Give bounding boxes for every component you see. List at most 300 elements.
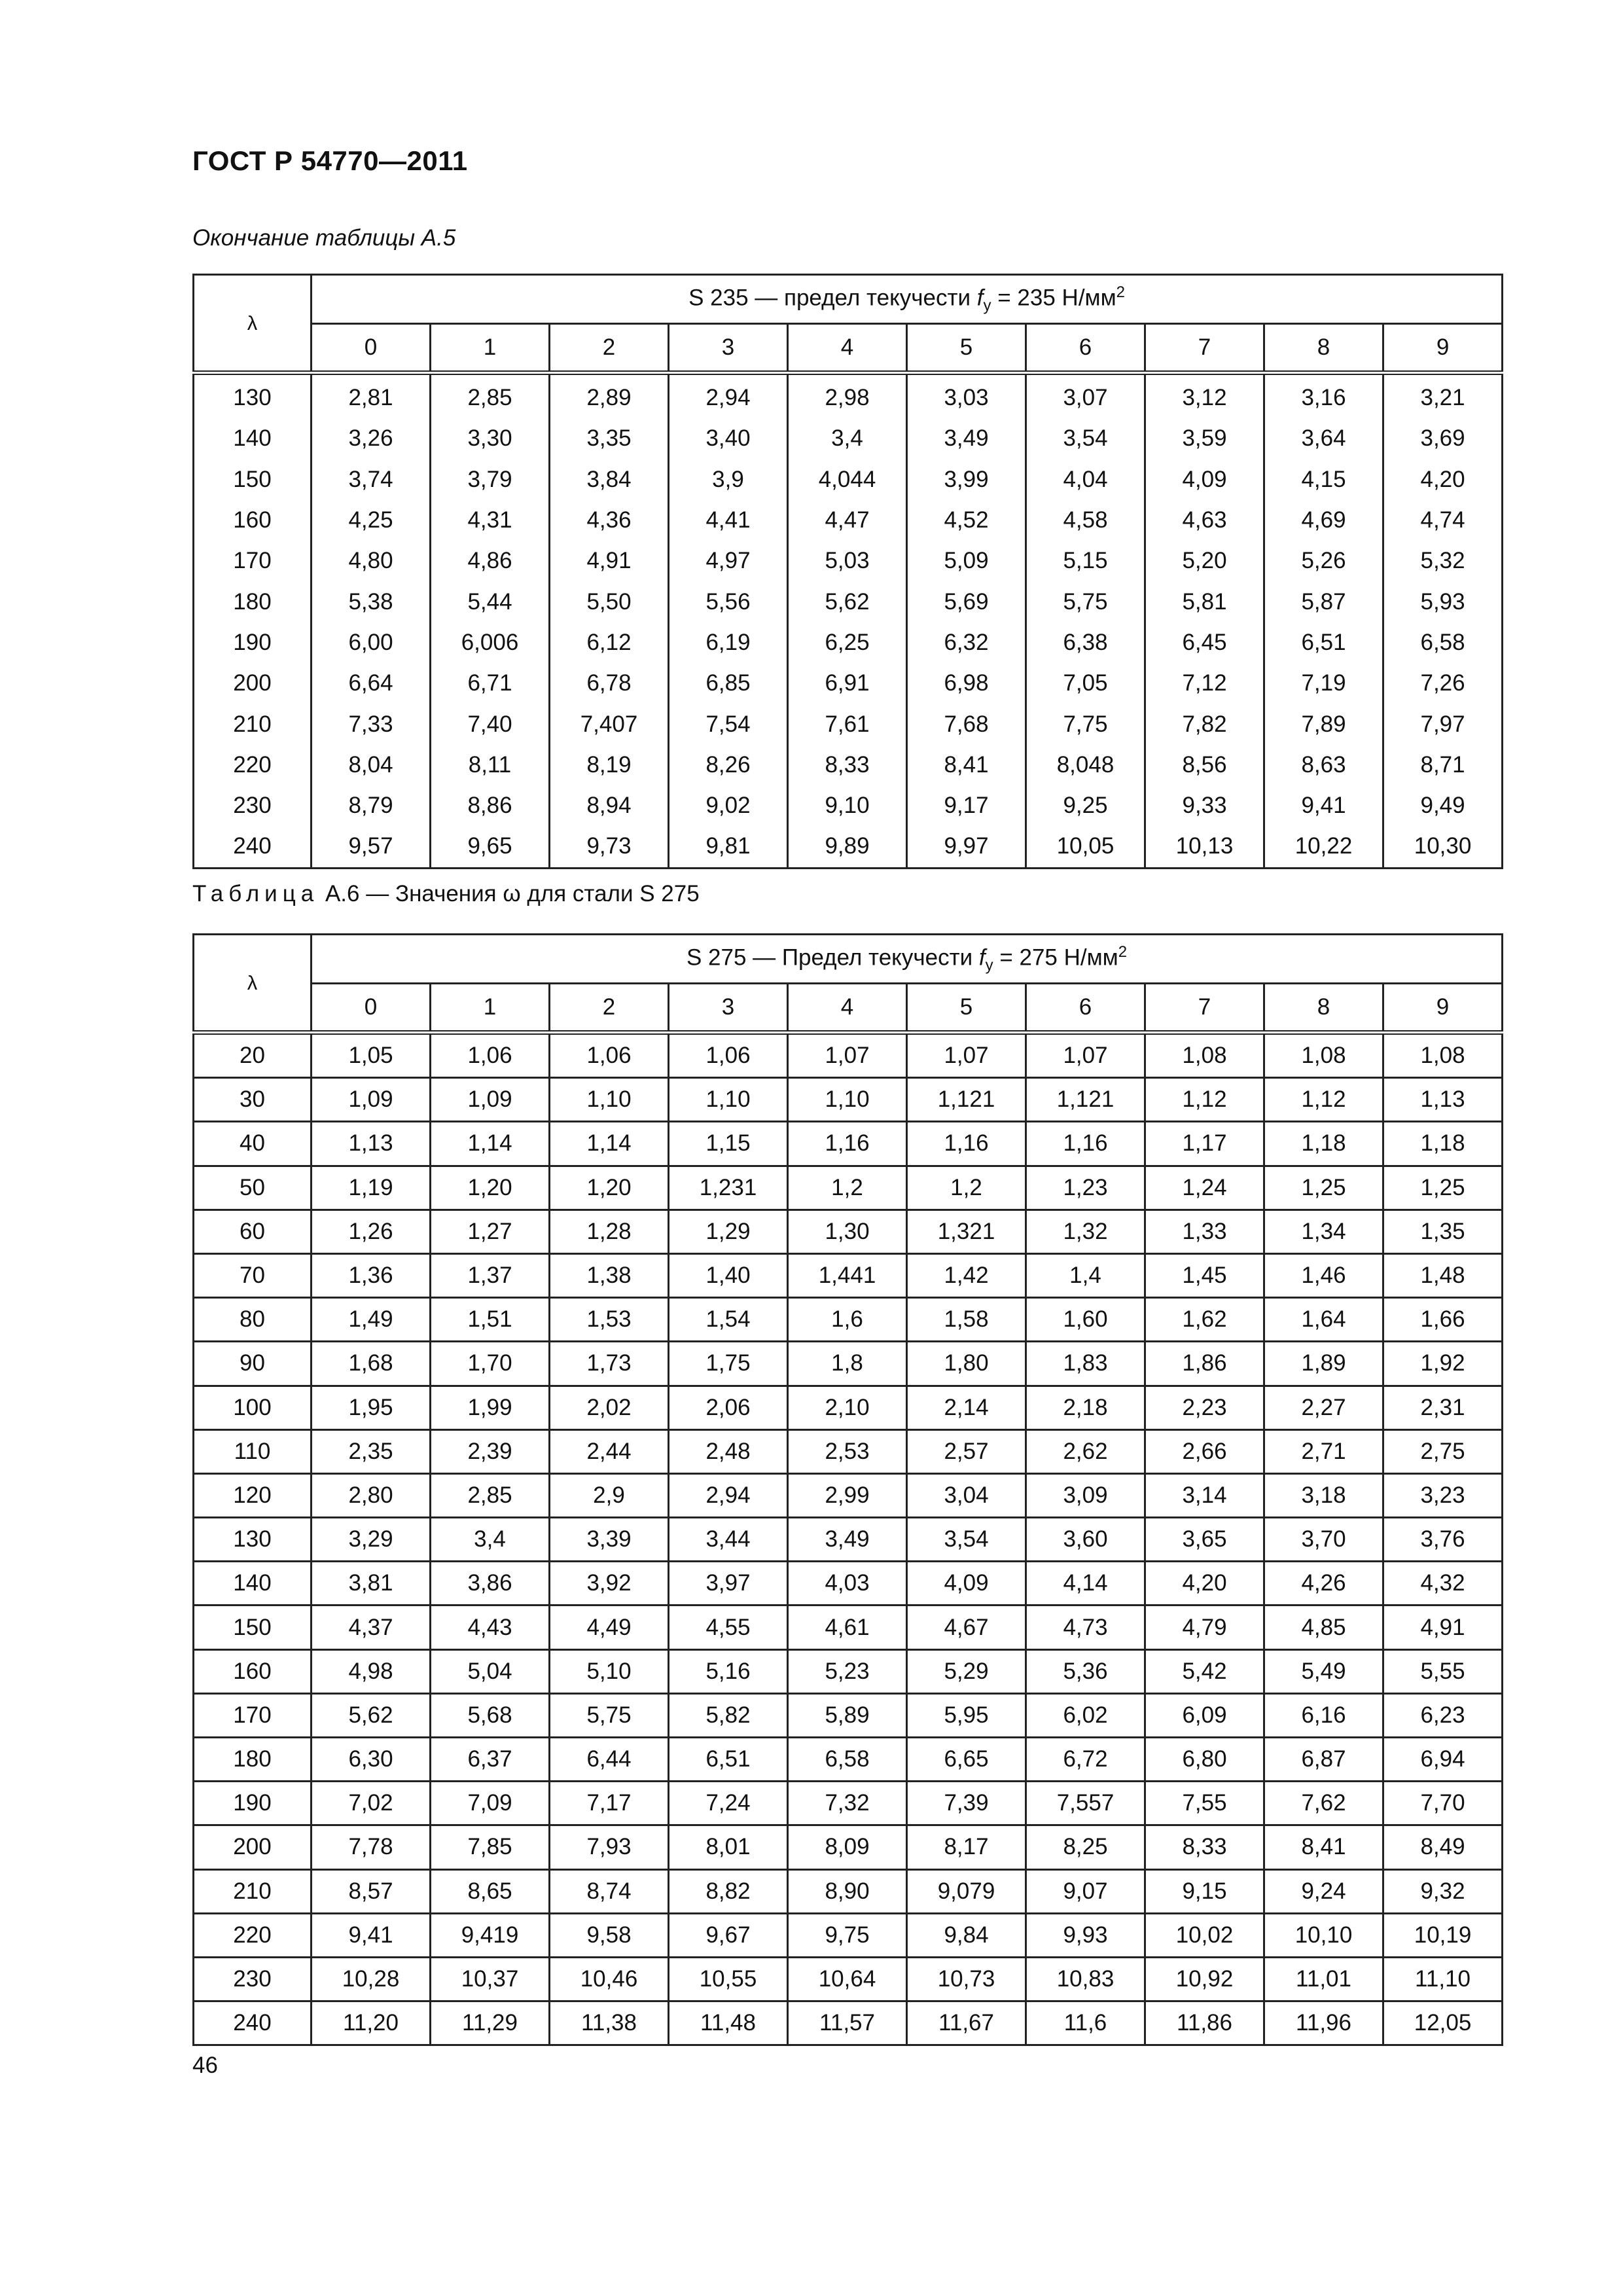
value-cell: 2,10 [788, 1386, 907, 1429]
digit-header: 5 [907, 324, 1026, 373]
value-cell: 4,73 [1026, 1605, 1145, 1649]
value-cell: 2,71 [1264, 1429, 1383, 1473]
lambda-cell: 160 [194, 500, 312, 541]
table-row [194, 785, 1503, 826]
value-cell: 1,58 [907, 1298, 1026, 1342]
value-cell: 1,46 [1264, 1253, 1383, 1297]
lambda-cell: 190 [194, 1782, 312, 1825]
value-cell: 4,04 [1026, 459, 1145, 500]
value-cell: 11,67 [907, 2001, 1026, 2045]
value-cell: 8,57 [312, 1869, 431, 1913]
value-cell: 1,45 [1145, 1253, 1264, 1297]
value-cell: 5,87 [1264, 581, 1383, 622]
lambda-cell: 140 [194, 1562, 312, 1605]
value-cell: 3,04 [907, 1473, 1026, 1517]
value-cell: 3,14 [1145, 1473, 1264, 1517]
value-cell: 3,09 [1026, 1473, 1145, 1517]
value-cell: 8,19 [550, 745, 669, 785]
value-cell: 3,39 [550, 1518, 669, 1562]
value-cell: 6,85 [669, 663, 788, 704]
value-cell: 4,97 [669, 541, 788, 581]
value-cell: 2,94 [669, 373, 788, 419]
value-cell: 6,80 [1145, 1738, 1264, 1782]
value-cell: 4,98 [312, 1649, 431, 1693]
value-cell: 1,07 [1026, 1033, 1145, 1078]
table-row [194, 745, 1503, 785]
lambda-cell: 120 [194, 1473, 312, 1517]
value-cell: 3,70 [1264, 1518, 1383, 1562]
value-cell: 1,99 [431, 1386, 550, 1429]
value-cell: 8,04 [312, 745, 431, 785]
lambda-cell: 150 [194, 459, 312, 500]
table-row [194, 622, 1503, 663]
value-cell: 2,31 [1383, 1386, 1503, 1429]
value-cell: 9,07 [1026, 1869, 1145, 1913]
value-cell: 7,32 [788, 1782, 907, 1825]
value-cell: 5,10 [550, 1649, 669, 1693]
value-cell: 9,81 [669, 826, 788, 868]
value-cell: 6,09 [1145, 1693, 1264, 1737]
value-cell: 8,74 [550, 1869, 669, 1913]
value-cell: 10,19 [1383, 1913, 1503, 1957]
value-cell: 1,49 [312, 1298, 431, 1342]
value-cell: 4,20 [1145, 1562, 1264, 1605]
value-cell: 8,09 [788, 1825, 907, 1869]
value-cell: 3,60 [1026, 1518, 1145, 1562]
value-cell: 12,05 [1383, 2001, 1503, 2045]
value-cell: 6,00 [312, 622, 431, 663]
value-cell: 7,17 [550, 1782, 669, 1825]
value-cell: 1,80 [907, 1342, 1026, 1386]
value-cell: 4,49 [550, 1605, 669, 1649]
value-cell: 4,09 [907, 1562, 1026, 1605]
lambda-cell: 190 [194, 622, 312, 663]
lambda-cell: 230 [194, 1957, 312, 2001]
table-row [194, 418, 1503, 459]
value-cell: 6,44 [550, 1738, 669, 1782]
value-cell: 4,47 [788, 500, 907, 541]
value-cell: 7,82 [1145, 704, 1264, 744]
table-row [194, 1562, 1503, 1605]
value-cell: 9,73 [550, 826, 669, 868]
value-cell: 5,55 [1383, 1649, 1503, 1693]
value-cell: 3,35 [550, 418, 669, 459]
value-cell: 5,89 [788, 1693, 907, 1737]
value-cell: 1,73 [550, 1342, 669, 1386]
value-cell: 1,75 [669, 1342, 788, 1386]
value-cell: 3,97 [669, 1562, 788, 1605]
value-cell: 9,57 [312, 826, 431, 868]
table-row [194, 459, 1503, 500]
value-cell: 1,34 [1264, 1210, 1383, 1253]
table-row [194, 1298, 1503, 1342]
digit-header: 4 [788, 324, 907, 373]
value-cell: 1,2 [907, 1166, 1026, 1210]
value-cell: 4,36 [550, 500, 669, 541]
value-cell: 2,99 [788, 1473, 907, 1517]
value-cell: 1,441 [788, 1253, 907, 1297]
page-number: 46 [192, 2053, 218, 2078]
table-row [194, 581, 1503, 622]
value-cell: 10,02 [1145, 1913, 1264, 1957]
value-cell: 1,24 [1145, 1166, 1264, 1210]
value-cell: 5,23 [788, 1649, 907, 1693]
value-cell: 3,76 [1383, 1518, 1503, 1562]
value-cell: 8,41 [907, 745, 1026, 785]
value-cell: 6,19 [669, 622, 788, 663]
table-a5-continuation-caption: Окончание таблицы А.5 [192, 225, 456, 251]
value-cell: 5,93 [1383, 581, 1503, 622]
lambda-cell: 220 [194, 1913, 312, 1957]
value-cell: 10,83 [1026, 1957, 1145, 2001]
value-cell: 4,31 [431, 500, 550, 541]
lambda-cell: 170 [194, 541, 312, 581]
value-cell: 8,25 [1026, 1825, 1145, 1869]
value-cell: 1,33 [1145, 1210, 1264, 1253]
value-cell: 10,73 [907, 1957, 1026, 2001]
value-cell: 7,61 [788, 704, 907, 744]
value-cell: 2,02 [550, 1386, 669, 1429]
value-cell: 1,4 [1026, 1253, 1145, 1297]
value-cell: 3,9 [669, 459, 788, 500]
value-cell: 7,40 [431, 704, 550, 744]
value-cell: 1,70 [431, 1342, 550, 1386]
table-row [194, 1649, 1503, 1693]
value-cell: 6,16 [1264, 1693, 1383, 1737]
value-cell: 1,08 [1264, 1033, 1383, 1078]
value-cell: 8,63 [1264, 745, 1383, 785]
value-cell: 1,16 [907, 1122, 1026, 1166]
value-cell: 1,38 [550, 1253, 669, 1297]
value-cell: 5,04 [431, 1649, 550, 1693]
value-cell: 3,64 [1264, 418, 1383, 459]
lambda-cell: 230 [194, 785, 312, 826]
value-cell: 1,06 [669, 1033, 788, 1078]
value-cell: 1,17 [1145, 1122, 1264, 1166]
value-cell: 6,38 [1026, 622, 1145, 663]
value-cell: 5,09 [907, 541, 1026, 581]
lambda-cell: 80 [194, 1298, 312, 1342]
value-cell: 10,13 [1145, 826, 1264, 868]
value-cell: 1,66 [1383, 1298, 1503, 1342]
value-cell: 3,4 [788, 418, 907, 459]
value-cell: 6,23 [1383, 1693, 1503, 1737]
value-cell: 11,10 [1383, 1957, 1503, 2001]
value-cell: 9,41 [1264, 785, 1383, 826]
value-cell: 2,98 [788, 373, 907, 419]
lambda-cell: 160 [194, 1649, 312, 1693]
value-cell: 7,26 [1383, 663, 1503, 704]
value-cell: 6,65 [907, 1738, 1026, 1782]
value-cell: 8,048 [1026, 745, 1145, 785]
value-cell: 3,92 [550, 1562, 669, 1605]
value-cell: 6,98 [907, 663, 1026, 704]
value-cell: 5,56 [669, 581, 788, 622]
value-cell: 1,15 [669, 1122, 788, 1166]
digit-header: 7 [1145, 984, 1264, 1033]
value-cell: 6,87 [1264, 1738, 1383, 1782]
document-code: ГОСТ Р 54770—2011 [192, 145, 468, 176]
lambda-cell: 100 [194, 1386, 312, 1429]
value-cell: 1,12 [1264, 1078, 1383, 1122]
value-cell: 2,85 [431, 373, 550, 419]
value-cell: 11,01 [1264, 1957, 1383, 2001]
value-cell: 7,02 [312, 1782, 431, 1825]
value-cell: 3,49 [907, 418, 1026, 459]
value-cell: 1,18 [1383, 1122, 1503, 1166]
value-cell: 1,06 [550, 1033, 669, 1078]
value-cell: 1,08 [1383, 1033, 1503, 1078]
value-cell: 9,33 [1145, 785, 1264, 826]
value-cell: 1,32 [1026, 1210, 1145, 1253]
value-cell: 9,97 [907, 826, 1026, 868]
value-cell: 1,321 [907, 1210, 1026, 1253]
value-cell: 6,51 [669, 1738, 788, 1782]
value-cell: 2,48 [669, 1429, 788, 1473]
value-cell: 1,121 [907, 1078, 1026, 1122]
value-cell: 6,91 [788, 663, 907, 704]
value-cell: 4,80 [312, 541, 431, 581]
value-cell: 3,18 [1264, 1473, 1383, 1517]
value-cell: 8,11 [431, 745, 550, 785]
value-cell: 4,09 [1145, 459, 1264, 500]
value-cell: 6,25 [788, 622, 907, 663]
value-cell: 9,02 [669, 785, 788, 826]
value-cell: 8,86 [431, 785, 550, 826]
value-cell: 9,84 [907, 1913, 1026, 1957]
value-cell: 10,05 [1026, 826, 1145, 868]
value-cell: 5,68 [431, 1693, 550, 1737]
value-cell: 9,079 [907, 1869, 1026, 1913]
value-cell: 4,79 [1145, 1605, 1264, 1649]
value-cell: 4,044 [788, 459, 907, 500]
value-cell: 3,40 [669, 418, 788, 459]
value-cell: 3,21 [1383, 373, 1503, 419]
table-row [194, 1473, 1503, 1517]
value-cell: 1,54 [669, 1298, 788, 1342]
value-cell: 2,81 [312, 373, 431, 419]
value-cell: 1,8 [788, 1342, 907, 1386]
value-cell: 11,57 [788, 2001, 907, 2045]
value-cell: 1,36 [312, 1253, 431, 1297]
yield-strength-header: S 275 — Предел текучести $f_y = 275$ $Н/мм^2$ [312, 935, 1503, 984]
value-cell: 9,17 [907, 785, 1026, 826]
table-a6 [192, 933, 1503, 2046]
value-cell: 1,16 [1026, 1122, 1145, 1166]
value-cell: 5,32 [1383, 541, 1503, 581]
table-row [194, 1078, 1503, 1122]
value-cell: 5,03 [788, 541, 907, 581]
table-a5 [192, 274, 1503, 869]
value-cell: 6,30 [312, 1738, 431, 1782]
value-cell: 5,50 [550, 581, 669, 622]
table-row [194, 1738, 1503, 1782]
value-cell: 2,80 [312, 1473, 431, 1517]
value-cell: 10,64 [788, 1957, 907, 2001]
value-cell: 1,121 [1026, 1078, 1145, 1122]
value-cell: 2,44 [550, 1429, 669, 1473]
lambda-cell: 210 [194, 704, 312, 744]
value-cell: 4,41 [669, 500, 788, 541]
value-cell: 9,24 [1264, 1869, 1383, 1913]
value-cell: 1,6 [788, 1298, 907, 1342]
table-row [194, 1253, 1503, 1297]
value-cell: 2,57 [907, 1429, 1026, 1473]
value-cell: 5,95 [907, 1693, 1026, 1737]
value-cell: 6,58 [788, 1738, 907, 1782]
value-cell: 5,75 [1026, 581, 1145, 622]
value-cell: 2,75 [1383, 1429, 1503, 1473]
digit-header: 9 [1383, 324, 1503, 373]
lambda-cell: 210 [194, 1869, 312, 1913]
value-cell: 5,29 [907, 1649, 1026, 1693]
value-cell: 8,82 [669, 1869, 788, 1913]
value-cell: 7,557 [1026, 1782, 1145, 1825]
table-row [194, 1693, 1503, 1737]
value-cell: 2,18 [1026, 1386, 1145, 1429]
value-cell: 4,67 [907, 1605, 1026, 1649]
value-cell: 2,14 [907, 1386, 1026, 1429]
value-cell: 11,6 [1026, 2001, 1145, 2045]
value-cell: 1,28 [550, 1210, 669, 1253]
lambda-cell: 140 [194, 418, 312, 459]
value-cell: 3,74 [312, 459, 431, 500]
value-cell: 9,58 [550, 1913, 669, 1957]
value-cell: 7,75 [1026, 704, 1145, 744]
lambda-cell: 60 [194, 1210, 312, 1253]
table-row [194, 541, 1503, 581]
value-cell: 1,09 [312, 1078, 431, 1122]
value-cell: 4,37 [312, 1605, 431, 1649]
digit-header: 9 [1383, 984, 1503, 1033]
value-cell: 3,07 [1026, 373, 1145, 419]
value-cell: 7,407 [550, 704, 669, 744]
value-cell: 2,94 [669, 1473, 788, 1517]
value-cell: 2,62 [1026, 1429, 1145, 1473]
value-cell: 1,10 [788, 1078, 907, 1122]
value-cell: 1,07 [788, 1033, 907, 1078]
value-cell: 3,69 [1383, 418, 1503, 459]
value-cell: 1,27 [431, 1210, 550, 1253]
value-cell: 11,96 [1264, 2001, 1383, 2045]
value-cell: 9,89 [788, 826, 907, 868]
digit-header: 3 [669, 984, 788, 1033]
lambda-header: λ [194, 935, 312, 1033]
lambda-cell: 220 [194, 745, 312, 785]
value-cell: 3,79 [431, 459, 550, 500]
value-cell: 9,15 [1145, 1869, 1264, 1913]
value-cell: 5,42 [1145, 1649, 1264, 1693]
lambda-cell: 150 [194, 1605, 312, 1649]
value-cell: 10,55 [669, 1957, 788, 2001]
value-cell: 7,78 [312, 1825, 431, 1869]
value-cell: 7,24 [669, 1782, 788, 1825]
value-cell: 1,20 [550, 1166, 669, 1210]
table-row [194, 1210, 1503, 1253]
value-cell: 6,78 [550, 663, 669, 704]
value-cell: 7,68 [907, 704, 1026, 744]
value-cell: 1,64 [1264, 1298, 1383, 1342]
value-cell: 6,71 [431, 663, 550, 704]
value-cell: 4,03 [788, 1562, 907, 1605]
value-cell: 9,41 [312, 1913, 431, 1957]
value-cell: 7,54 [669, 704, 788, 744]
digit-header: 6 [1026, 324, 1145, 373]
value-cell: 4,20 [1383, 459, 1503, 500]
value-cell: 8,56 [1145, 745, 1264, 785]
value-cell: 10,37 [431, 1957, 550, 2001]
value-cell: 8,94 [550, 785, 669, 826]
table-row [194, 500, 1503, 541]
value-cell: 2,39 [431, 1429, 550, 1473]
value-cell: 4,91 [1383, 1605, 1503, 1649]
value-cell: 1,48 [1383, 1253, 1503, 1297]
value-cell: 9,10 [788, 785, 907, 826]
value-cell: 7,05 [1026, 663, 1145, 704]
digit-header: 0 [312, 984, 431, 1033]
value-cell: 9,49 [1383, 785, 1503, 826]
value-cell: 8,41 [1264, 1825, 1383, 1869]
lambda-cell: 130 [194, 373, 312, 419]
value-cell: 7,39 [907, 1782, 1026, 1825]
value-cell: 6,32 [907, 622, 1026, 663]
value-cell: 3,84 [550, 459, 669, 500]
value-cell: 9,32 [1383, 1869, 1503, 1913]
value-cell: 1,60 [1026, 1298, 1145, 1342]
value-cell: 4,63 [1145, 500, 1264, 541]
value-cell: 11,20 [312, 2001, 431, 2045]
value-cell: 8,17 [907, 1825, 1026, 1869]
value-cell: 2,23 [1145, 1386, 1264, 1429]
value-cell: 1,13 [1383, 1078, 1503, 1122]
value-cell: 4,32 [1383, 1562, 1503, 1605]
value-cell: 5,62 [788, 581, 907, 622]
table-row [194, 1782, 1503, 1825]
value-cell: 4,58 [1026, 500, 1145, 541]
value-cell: 7,85 [431, 1825, 550, 1869]
value-cell: 11,38 [550, 2001, 669, 2045]
table-row [194, 1122, 1503, 1166]
lambda-cell: 200 [194, 663, 312, 704]
value-cell: 2,35 [312, 1429, 431, 1473]
value-cell: 1,05 [312, 1033, 431, 1078]
lambda-cell: 180 [194, 1738, 312, 1782]
value-cell: 1,18 [1264, 1122, 1383, 1166]
value-cell: 5,44 [431, 581, 550, 622]
value-cell: 11,29 [431, 2001, 550, 2045]
value-cell: 6,12 [550, 622, 669, 663]
value-cell: 5,82 [669, 1693, 788, 1737]
value-cell: 1,62 [1145, 1298, 1264, 1342]
value-cell: 10,22 [1264, 826, 1383, 868]
value-cell: 8,01 [669, 1825, 788, 1869]
value-cell: 7,97 [1383, 704, 1503, 744]
value-cell: 6,94 [1383, 1738, 1503, 1782]
lambda-cell: 200 [194, 1825, 312, 1869]
value-cell: 10,28 [312, 1957, 431, 2001]
value-cell: 4,61 [788, 1605, 907, 1649]
value-cell: 3,16 [1264, 373, 1383, 419]
value-cell: 1,23 [1026, 1166, 1145, 1210]
digit-header: 4 [788, 984, 907, 1033]
table-row [194, 1913, 1503, 1957]
value-cell: 3,54 [907, 1518, 1026, 1562]
value-cell: 4,74 [1383, 500, 1503, 541]
value-cell: 9,65 [431, 826, 550, 868]
value-cell: 1,14 [550, 1122, 669, 1166]
value-cell: 3,99 [907, 459, 1026, 500]
table-row [194, 1386, 1503, 1429]
